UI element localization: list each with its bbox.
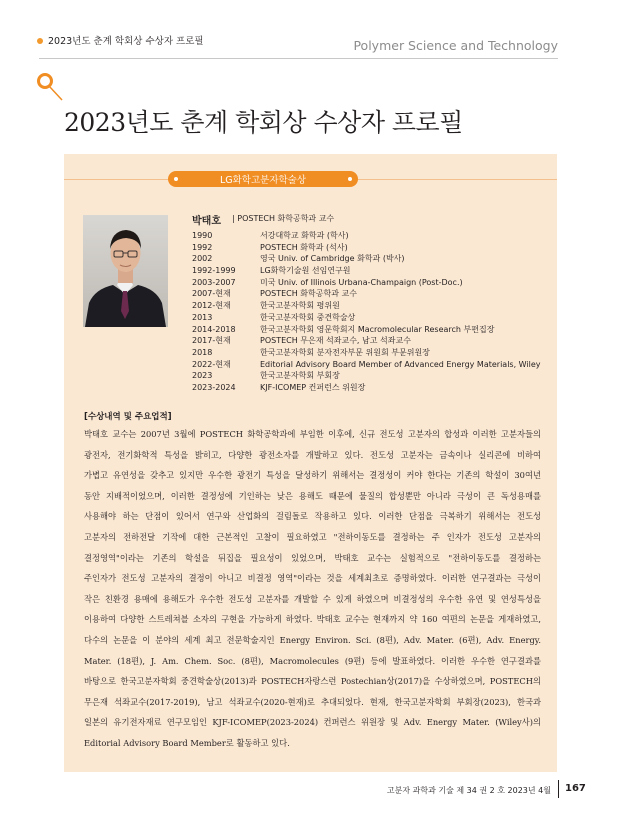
body-text-line: 박태호 교수는 2007년 3월에 POSTECH 화학공학과에 부임한 이후에, 신규 전도성 고분자의 합성과 이러한 고분자들의 [84,429,541,439]
timeline-year: 2013 [192,312,213,322]
page-title: 2023년도 춘계 학회상 수상자 프로필 [64,108,463,137]
timeline-year: 1992-1999 [192,266,236,276]
timeline-text: 서강대학교 화학과 (학사) [260,231,349,240]
profile-affiliation: | POSTECH 화학공학과 교수 [232,214,335,223]
profile-name: 박태호 [192,216,221,227]
body-text-line: 이용하여 다양한 스트레쳐블 소자의 구현을 가능하게 하였다. 박태호 교수는 현재까지 약 160 여편의 논문을 게재하였고, [84,614,541,625]
timeline-text: 한국고분자학회 영문학회지 Macromolecular Research 부편집장 [260,324,495,334]
timeline-text: POSTECH 화학공학과 교수 [260,289,357,299]
timeline-year: 1992 [192,242,213,252]
footer-divider [558,780,559,798]
timeline-year: 2003-2007 [192,277,236,287]
portrait-photo [83,215,168,327]
timeline-text: Editorial Advisory Board Member of Advanced Energy Materials, Wiley [260,359,541,369]
timeline-year: 2023-2024 [192,382,236,392]
timeline-year: 2018 [192,347,213,357]
timeline-year: 2007-현재 [192,289,231,299]
timeline-text: 미국 Univ. of Illinois Urbana-Champaign (Post-Doc.) [260,277,463,287]
body-text-line: 무은재 석좌교수(2017-2019), 남고 석좌교수(2020-현재)로 추대되었다. 현재, 한국고분자학회 부회장(2023), 한국과 [84,696,541,707]
body-text-line: 사용해야 하는 단점이 있어서 연구와 산업화의 걸림돌로 작용하고 있다. 이러한 단점을 극복하기 위해서는 전도성 [84,511,541,522]
body-text-line: 다수의 논문을 이 분야의 세계 최고 전문학술지인 Energy Environ. Sci. (8편), Adv. Mater. (6편), Adv. Energy. [84,634,541,645]
award-name: LG화학고분자학술상 [219,175,307,186]
timeline-text: KJF-ICOMEP 컨퍼런스 위원장 [260,382,366,392]
page-number: 167 [565,783,586,794]
history-heading: [수상내역 및 주요업적] [84,412,172,422]
body-text-line: 동안 지배적이었으며, 이러한 결정성에 기인하는 낮은 용해도 때문에 물질의 합성뿐만 아니라 극성이 큰 독성용매를 [84,490,541,501]
timeline-text: 영국 Univ. of Cambridge 화학과 (박사) [260,254,405,264]
timeline-text: LG화학기술원 선임연구원 [260,266,351,276]
award-banner [168,171,358,187]
body-text-line: Mater. (18편), J. Am. Chem. Soc. (8편), Macromolecules (9편) 등에 발표하였다. 이러한 우수한 연구결과를 [84,655,541,666]
timeline-year: 2023 [192,371,213,381]
timeline-year: 2012-현재 [192,301,231,311]
timeline-text: POSTECH 무은재 석좌교수, 남고 석좌교수 [260,336,411,346]
footer-journal-info: 고분자 과학과 기술 제 34 권 2 호 2023년 4월 [386,786,551,795]
header-divider [39,58,558,59]
timeline-year: 2022-현재 [192,359,231,369]
body-text-line: 바탕으로 한국고분자학회 중견학술상(2013)과 POSTECH자랑스런 Postechian상(2017)을 수상하였으며, POSTECH의 [84,676,541,687]
body-text-line: 고분자의 전하전달 기작에 대한 근본적인 고찰이 필요하였고 "전하이동도를 결정하는 주 인자가 전도성 고분자의 [84,531,541,542]
timeline-year: 2002 [192,254,213,264]
body-text-line: 가볍고 유연성을 갖추고 있지만 우수한 광전기 특성을 달성하기 위해서는 결정성이 커야 한다는 기존의 학설이 30여년 [84,470,541,481]
header-section-title: 2023년도 춘계 학회상 수상자 프로필 [48,36,204,47]
header-dot [37,38,43,44]
timeline-year: 1990 [192,231,213,240]
body-text-line: 광전자, 전기화학적 특성을 밝히고, 다양한 광전소자를 개발하고 있다. 전도성 고분자는 금속이나 실리콘에 비하여 [84,449,541,460]
body-text-line: 주인자가 전도성 고분자의 결정이 아니고 비결정 영역"이라는 것을 세계최초로 증명하였다. 이러한 연구결과는 극성이 [84,573,541,584]
body-text-line: 결정영역"이라는 기존의 학설을 뒤집을 필요성이 있었으며, 박태호 교수는 실험적으로 "전하이동도를 결정하는 [84,552,541,563]
timeline-year: 2017-현재 [192,336,231,346]
timeline-text: 한국고분자학회 부회장 [260,371,340,381]
body-text-line: Editorial Advisory Board Member로 활동하고 있다. [84,737,290,748]
history-body [84,424,541,754]
magnifier-icon [36,72,64,102]
header-journal-name: Polymer Science and Technology [353,38,558,53]
body-text-line: 일본의 유기전자재료 연구모임인 KJF-ICOMEP(2023-2024) 컨퍼런스 위원장 및 Adv. Energy Mater. (Wiley사)의 [84,717,541,728]
body-text-line: 작은 친환경 용매에 용해도가 우수한 전도성 고분자를 개발할 수 있게 하였으며 비결정성의 우수한 유연 및 연성특성을 [84,593,541,604]
timeline-year: 2014-2018 [192,324,236,334]
timeline-text: 한국고분자학회 평위원 [260,301,340,311]
timeline-text: POSTECH 화학과 (석사) [260,242,348,252]
timeline-text: 한국고분자학회 중견학술상 [260,312,356,322]
timeline-text: 한국고분자학회 분자전자부문 위원회 부문위원장 [260,347,430,357]
